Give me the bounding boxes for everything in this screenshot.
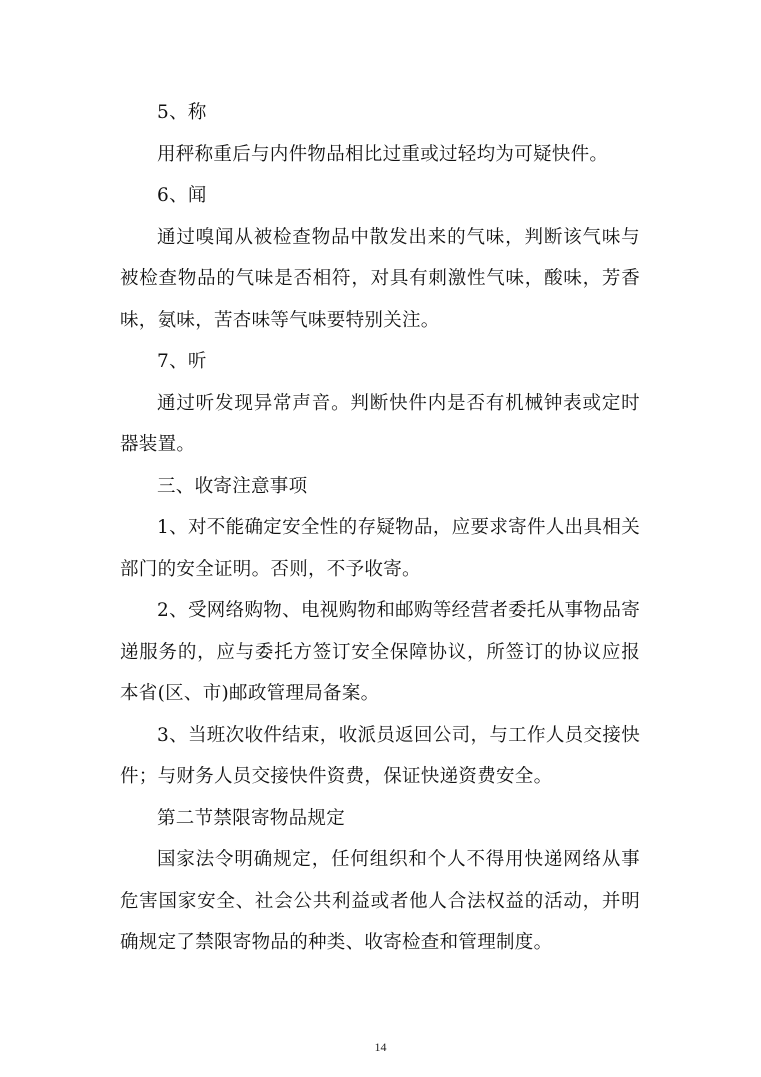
section-heading-prohibited-items: 第二节禁限寄物品规定 — [157, 807, 346, 829]
item-heading-smell: 6、闻 — [157, 185, 207, 206]
paragraph-weigh: 用秤称重后与内件物品相比过重或过轻均为可疑快件。 — [157, 143, 609, 165]
page-number: 14 — [374, 1040, 387, 1054]
item-heading-listen: 7、听 — [157, 351, 207, 372]
document-body — [120, 92, 640, 964]
paragraph-smell: 通过嗅闻从被检查物品中散发出来的气味，判断该气味与被检查物品的气味是否相符，对具有刺激性气味，酸味，芳香味，氨味，苦杏味等气味要特别关注。 — [120, 226, 640, 331]
paragraph-listen: 通过听发现异常声音。判断快件内是否有机械钟表或定时器装置。 — [120, 392, 640, 455]
paragraph-national-regulations: 国家法令明确规定，任何组织和个人不得用快递网络从事危害国家安全、社会公共利益或者他人合法权益的活动，并明确规定了禁限寄物品的种类、收寄检查和管理制度。 — [120, 849, 640, 953]
paragraph-note-1: 1、对不能确定安全性的存疑物品，应要求寄件人出具相关部门的安全证明。否则，不予收寄。 — [120, 517, 640, 580]
item-heading-weigh: 5、称 — [157, 102, 207, 123]
paragraph-note-3: 3、当班次收件结束，收派员返回公司，与工作人员交接快件；与财务人员交接快件资费，保证快递资费安全。 — [120, 724, 640, 787]
paragraph-note-2: 2、受网络购物、电视购物和邮购等经营者委托从事物品寄递服务的，应与委托方签订安全保障协议，所签订的协议应报本省(区、市)邮政管理局备案。 — [120, 600, 640, 704]
section-heading-acceptance-notes: 三、收寄注意事项 — [157, 475, 308, 497]
